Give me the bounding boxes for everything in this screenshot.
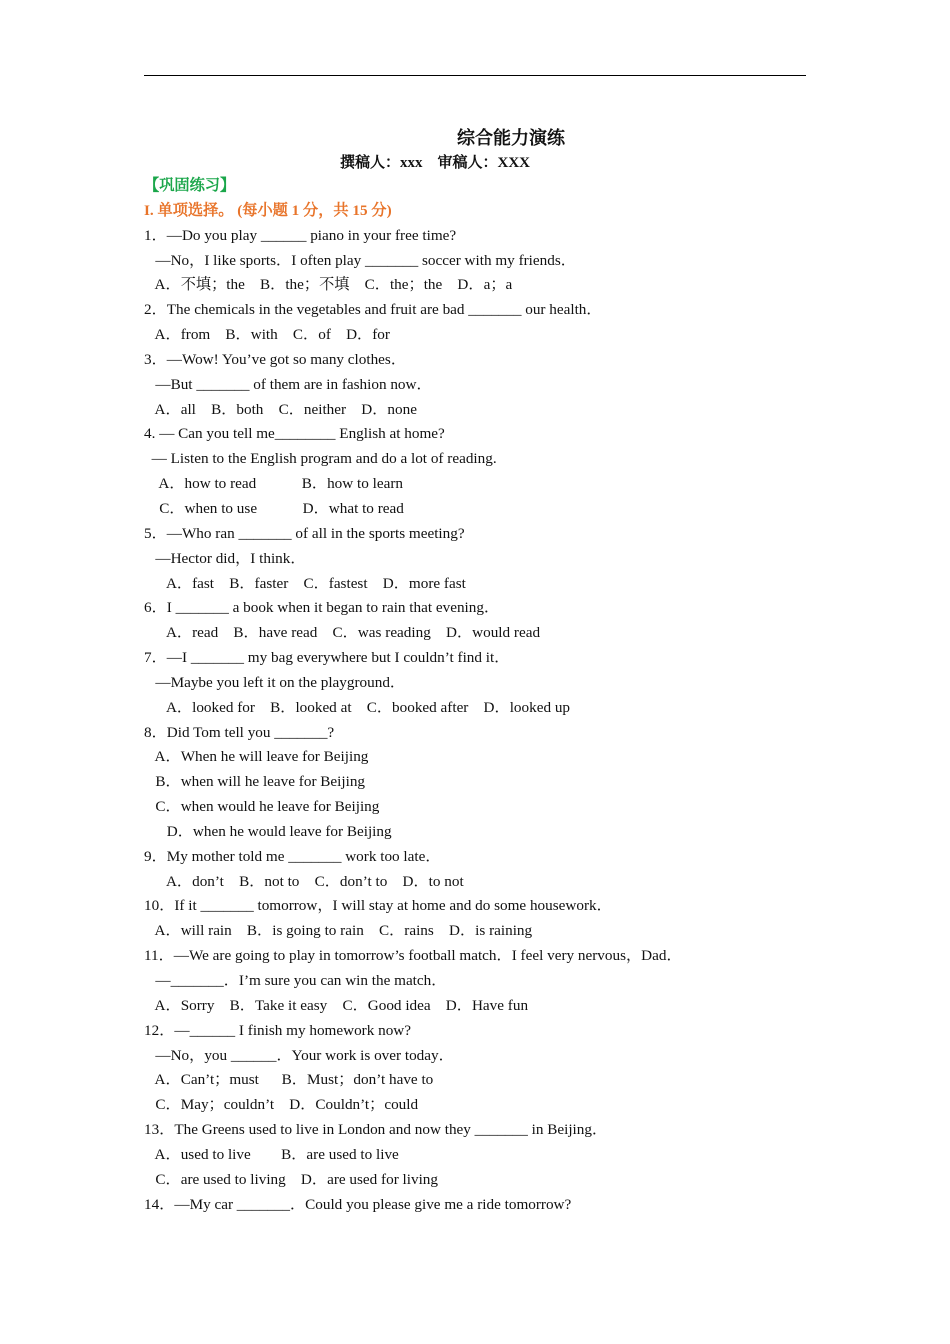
question-line: —No，I like sports．I often play _______ soccer with my friends． — [144, 251, 576, 269]
question-line: A．will rain B．is going to rain C．rains D．is raining — [144, 922, 533, 940]
question-line: —But _______ of them are in fashion now． — [144, 375, 432, 393]
question-line: 14．—My car _______．Could you please give me a ride tomorrow? — [144, 1195, 572, 1213]
part-heading: I. 单项选择。 (每小题 1 分，共 15 分) — [144, 201, 392, 219]
question-line: 5．—Who ran _______ of all in the sports meeting? — [144, 524, 465, 542]
question-line: A．read B．have read C．was reading D．would read — [144, 624, 541, 642]
question-line: D．when he would leave for Beijing — [144, 822, 392, 840]
question-line: 9．My mother told me _______ work too late． — [144, 847, 441, 865]
question-line: 11．—We are going to play in tomorrow’s football match．I feel very nervous，Dad． — [144, 947, 682, 965]
question-line: A．looked for B．looked at C．booked after D．looked up — [144, 698, 571, 716]
question-line: C．are used to living D．are used for living — [144, 1170, 438, 1188]
question-line: 4. — Can you tell me________ English at home? — [144, 425, 445, 443]
question-line: 10．If it _______ tomorrow，I will stay at home and do some housework． — [144, 897, 612, 915]
question-line: —Hector did，I think． — [144, 549, 306, 567]
exercise-body — [144, 174, 844, 1217]
question-line: 8．Did Tom tell you _______? — [144, 723, 335, 741]
question-line: A．Can’t；must B．Must；don’t have to — [144, 1071, 434, 1089]
question-line: 1．—Do you play ______ piano in your free time? — [144, 226, 457, 244]
question-line: A．不填；the B．the；不填 C．the；the D．a；a — [144, 276, 513, 294]
question-line: B．when will he leave for Beijing — [144, 773, 366, 791]
question-line: A．Sorry B．Take it easy C．Good idea D．Have fun — [144, 996, 529, 1014]
question-line: 2．The chemicals in the vegetables and fruit are bad _______ our health． — [144, 301, 602, 319]
question-line: A．from B．with C．of D．for — [144, 326, 390, 344]
question-lines — [144, 224, 844, 1218]
question-line: —No，you ______．Your work is over today． — [144, 1046, 454, 1064]
question-line: 7．—I _______ my bag everywhere but I couldn’t find it． — [144, 649, 510, 667]
question-line: 13．The Greens used to live in London and now they _______ in Beijing． — [144, 1121, 608, 1139]
question-line: — Listen to the English program and do a lot of reading. — [144, 450, 497, 468]
question-line: —Maybe you left it on the playground． — [144, 673, 406, 691]
question-line: C．May；couldn’t D．Couldn’t；could — [144, 1096, 419, 1114]
question-line: 6．I _______ a book when it began to rain that evening． — [144, 599, 500, 617]
question-line: A．how to read B．how to learn — [144, 475, 403, 493]
question-line: C．when would he leave for Beijing — [144, 798, 380, 816]
question-line: C．when to use D．what to read — [144, 499, 404, 517]
question-line: A．all B．both C．neither D．none — [144, 400, 417, 418]
question-line: A．fast B．faster C．fastest D．more fast — [144, 574, 466, 592]
section-label: 【巩固练习】 — [144, 177, 236, 194]
authors-line: 撰稿人：xxx 审稿人：XXX — [340, 155, 530, 171]
header-rule — [144, 75, 806, 76]
question-line: A．don’t B．not to C．don’t to D．to not — [144, 872, 464, 890]
question-line: A．used to live B．are used to live — [144, 1145, 399, 1163]
question-line: 3．—Wow! You’ve got so many clothes． — [144, 350, 407, 368]
question-line: —_______．I’m sure you can win the match． — [144, 972, 447, 989]
page-title: 综合能力演练 — [457, 128, 565, 149]
question-line: 12．—______ I finish my homework now? — [144, 1021, 412, 1039]
question-line: A．When he will leave for Beijing — [144, 748, 369, 766]
